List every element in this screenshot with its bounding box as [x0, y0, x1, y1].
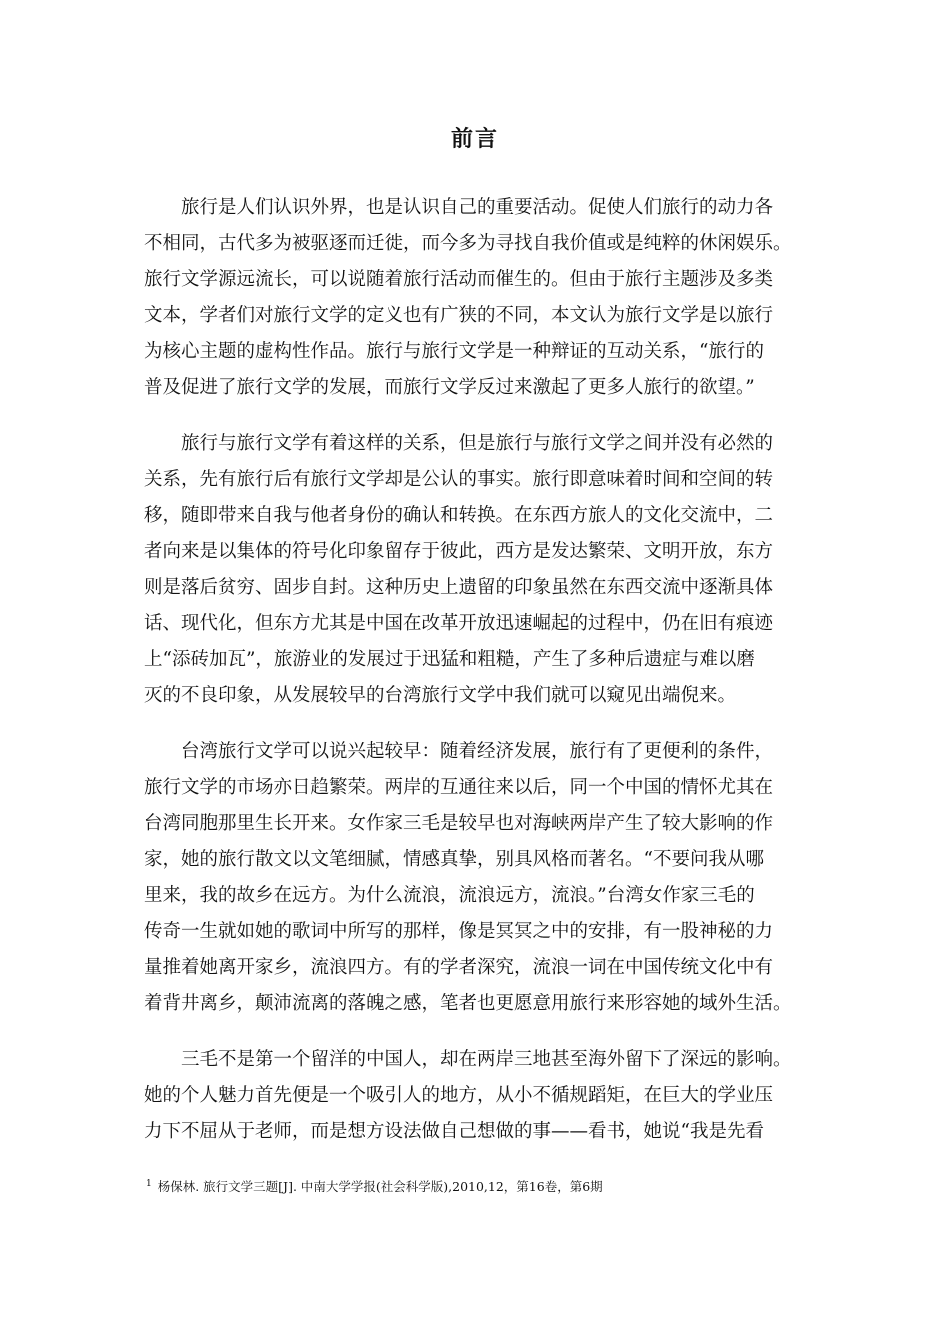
paragraph — [144, 190, 808, 406]
text-line: 灭的不良印象，从发展较早的台湾旅行文学中我们就可以窥见出端倪来。 — [144, 685, 737, 706]
text-line: 不相同，古代多为被驱逐而迁徙，而今多为寻找自我价值或是纯粹的休闲娱乐。 — [144, 233, 792, 254]
text-line: 文本，学者们对旅行文学的定义也有广狭的不同，本文认为旅行文学是以旅行 — [144, 305, 774, 326]
footnote-number: 1 — [146, 1178, 152, 1189]
text-line: 上“添砖加瓦”，旅游业的发展过于迅猛和粗糙，产生了多种后遗症与难以磨 — [144, 649, 755, 670]
text-line: 旅行文学的市场亦日趋繁荣。两岸的互通往来以后，同一个中国的情怀尤其在 — [144, 777, 774, 798]
text-line: 量推着她离开家乡，流浪四方。有的学者深究，流浪一词在中国传统文化中有 — [144, 957, 774, 978]
text-line: 传奇一生就如她的歌词中所写的那样，像是冥冥之中的安排，有一股神秘的力 — [144, 921, 774, 942]
text-line: 移，随即带来自我与他者身份的确认和转换。在东西方旅人的文化交流中，二 — [144, 505, 774, 526]
text-line: 话、现代化，但东方尤其是中国在改革开放迅速崛起的过程中，仍在旧有痕迹 — [144, 613, 774, 634]
body-text — [144, 190, 808, 1170]
text-line: 者向来是以集体的符号化印象留存于彼此，西方是发达繁荣、文明开放，东方 — [144, 541, 774, 562]
text-line: 旅行与旅行文学有着这样的关系，但是旅行与旅行文学之间并没有必然的 — [181, 433, 774, 454]
text-line: 旅行是人们认识外界，也是认识自己的重要活动。促使人们旅行的动力各 — [181, 197, 774, 218]
text-line: 旅行文学源远流长，可以说随着旅行活动而催生的。但由于旅行主题涉及多类 — [144, 269, 774, 290]
text-line: 里来，我的故乡在远方。为什么流浪，流浪远方，流浪。”台湾女作家三毛的 — [144, 885, 755, 906]
paragraph — [144, 426, 808, 714]
text-line: 为核心主题的虚构性作品。旅行与旅行文学是一种辩证的互动关系，“旅行的 — [144, 341, 764, 362]
text-line: 力下不屈从于老师，而是想方设法做自己想做的事——看书，她说“我是先看 — [144, 1121, 764, 1142]
footnote — [146, 1178, 806, 1196]
text-line: 台湾旅行文学可以说兴起较早：随着经济发展，旅行有了更便利的条件， — [181, 741, 774, 762]
text-line: 三毛不是第一个留洋的中国人，却在两岸三地甚至海外留下了深远的影响。 — [181, 1049, 792, 1070]
text-line: 关系，先有旅行后有旅行文学却是公认的事实。旅行即意味着时间和空间的转 — [144, 469, 774, 490]
paragraph — [144, 734, 808, 1022]
page-title: 前言 — [450, 127, 499, 152]
text-line: 台湾同胞那里生长开来。女作家三毛是较早也对海峡两岸产生了较大影响的作 — [144, 813, 774, 834]
paragraph — [144, 1042, 808, 1150]
text-line: 家，她的旅行散文以文笔细腻，情感真挚，别具风格而著名。“不要问我从哪 — [144, 849, 764, 870]
footnote-text: 杨保林. 旅行文学三题[J]. 中南大学学报(社会科学版),2010,12，第16卷，第6期 — [157, 1179, 603, 1194]
text-line: 普及促进了旅行文学的发展，而旅行文学反过来激起了更多人旅行的欲望。” — [144, 377, 755, 398]
text-line: 则是落后贫穷、固步自封。这种历史上遗留的印象虽然在东西交流中逐渐具体 — [144, 577, 774, 598]
text-line: 着背井离乡，颠沛流离的落魄之感，笔者也更愿意用旅行来形容她的域外生活。 — [144, 993, 792, 1014]
text-line: 她的个人魅力首先便是一个吸引人的地方，从小不循规蹈矩，在巨大的学业压 — [144, 1085, 774, 1106]
